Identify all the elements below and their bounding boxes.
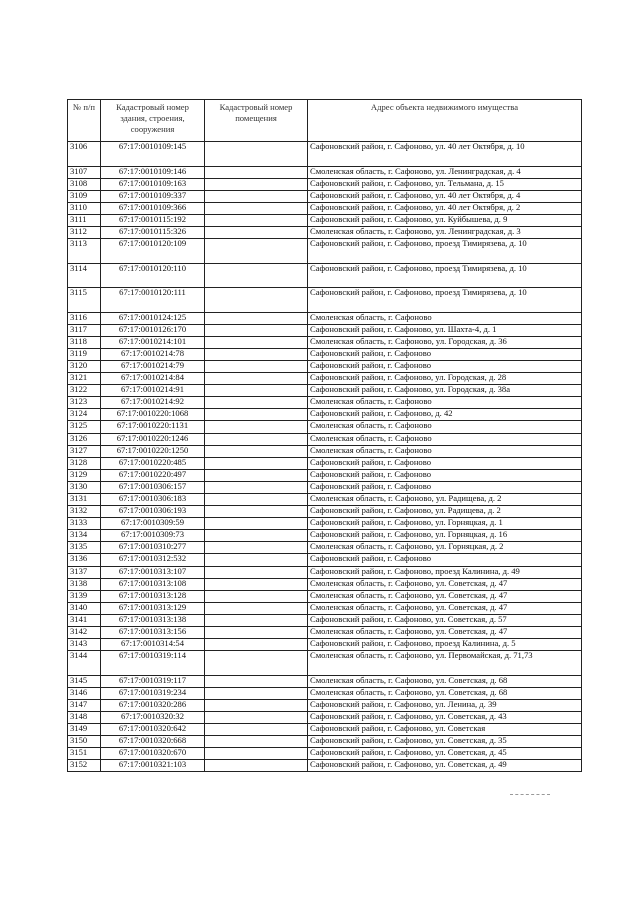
cadastral-number-building: 67:17:0010115:192 (101, 214, 205, 226)
property-address: Сафоновский район, г. Сафоново, ул. Горняцкая, д. 16 (308, 530, 582, 542)
table-row (68, 397, 582, 409)
cadastral-number-building: 67:17:0010320:32 (101, 711, 205, 723)
cadastral-number-building: 67:17:0010313:128 (101, 590, 205, 602)
row-number: 3134 (68, 530, 101, 542)
row-number: 3114 (68, 263, 101, 288)
row-number: 3118 (68, 336, 101, 348)
row-number: 3108 (68, 178, 101, 190)
property-address: Сафоновский район, г. Сафоново, проезд Калинина, д. 49 (308, 566, 582, 578)
cadastral-number-building: 67:17:0010319:114 (101, 651, 205, 676)
header-cad-room: Кадастровый номер помещения (205, 100, 308, 142)
table-row (68, 699, 582, 711)
table-row (68, 506, 582, 518)
cadastral-number-building: 67:17:0010109:145 (101, 142, 205, 167)
cadastral-number-building: 67:17:0010312:532 (101, 554, 205, 566)
cadastral-number-building: 67:17:0010306:157 (101, 481, 205, 493)
cadastral-number-building: 67:17:0010306:183 (101, 493, 205, 505)
table-row (68, 687, 582, 699)
cadastral-number-room (205, 312, 308, 324)
property-address: Смоленская область, г. Сафоново, ул. Советская, д. 47 (308, 627, 582, 639)
cadastral-number-room (205, 421, 308, 433)
row-number: 3120 (68, 360, 101, 372)
table-row (68, 736, 582, 748)
cadastral-number-building: 67:17:0010309:73 (101, 530, 205, 542)
table-header (68, 100, 582, 142)
cadastral-number-room (205, 687, 308, 699)
cadastral-number-building: 67:17:0010124:125 (101, 312, 205, 324)
cadastral-number-building: 67:17:0010120:109 (101, 239, 205, 264)
property-address: Сафоновский район, г. Сафоново, ул. Советская, д. 49 (308, 760, 582, 772)
row-number: 3141 (68, 614, 101, 626)
cadastral-number-building: 67:17:0010120:111 (101, 288, 205, 313)
cadastral-number-room (205, 324, 308, 336)
row-number: 3106 (68, 142, 101, 167)
cadastral-number-building: 67:17:0010310:277 (101, 542, 205, 554)
property-address: Сафоновский район, г. Сафоново (308, 348, 582, 360)
property-address: Сафоновский район, г. Сафоново, ул. Куйбышева, д. 9 (308, 214, 582, 226)
cadastral-number-building: 67:17:0010115:326 (101, 226, 205, 238)
table-row (68, 409, 582, 421)
cadastral-number-room (205, 239, 308, 264)
cadastral-number-room (205, 748, 308, 760)
cadastral-number-room (205, 724, 308, 736)
cadastral-number-room (205, 373, 308, 385)
row-number: 3144 (68, 651, 101, 676)
row-number: 3125 (68, 421, 101, 433)
row-number: 3137 (68, 566, 101, 578)
property-address: Сафоновский район, г. Сафоново, ул. Шахта-4, д. 1 (308, 324, 582, 336)
property-address: Смоленская область, г. Сафоново, ул. Ленинградская, д. 3 (308, 226, 582, 238)
table-row (68, 554, 582, 566)
row-number: 3107 (68, 166, 101, 178)
cadastral-number-building: 67:17:0010320:286 (101, 699, 205, 711)
cadastral-number-room (205, 639, 308, 651)
cadastral-number-room (205, 178, 308, 190)
row-number: 3113 (68, 239, 101, 264)
cadastral-number-building: 67:17:0010320:668 (101, 736, 205, 748)
property-address: Сафоновский район, г. Сафоново, ул. Тельмана, д. 15 (308, 178, 582, 190)
property-address: Смоленская область, г. Сафоново (308, 433, 582, 445)
table-row (68, 542, 582, 554)
property-address: Смоленская область, г. Сафоново (308, 397, 582, 409)
row-number: 3140 (68, 602, 101, 614)
cadastral-number-room (205, 711, 308, 723)
table-row (68, 312, 582, 324)
cadastral-number-room (205, 397, 308, 409)
row-number: 3145 (68, 675, 101, 687)
cadastral-number-room (205, 493, 308, 505)
table-row (68, 675, 582, 687)
cadastral-number-building: 67:17:0010220:485 (101, 457, 205, 469)
table-row (68, 566, 582, 578)
row-number: 3117 (68, 324, 101, 336)
cadastral-number-building: 67:17:0010220:1131 (101, 421, 205, 433)
cadastral-number-room (205, 566, 308, 578)
cadastral-number-room (205, 336, 308, 348)
table-row (68, 288, 582, 313)
cadastral-number-room (205, 675, 308, 687)
property-address: Смоленская область, г. Сафоново (308, 312, 582, 324)
property-address: Смоленская область, г. Сафоново (308, 445, 582, 457)
row-number: 3132 (68, 506, 101, 518)
row-number: 3115 (68, 288, 101, 313)
cadastral-number-building: 67:17:0010214:78 (101, 348, 205, 360)
row-number: 3149 (68, 724, 101, 736)
cadastral-number-building: 67:17:0010306:193 (101, 506, 205, 518)
cadastral-number-building: 67:17:0010319:117 (101, 675, 205, 687)
table-row (68, 373, 582, 385)
row-number: 3152 (68, 760, 101, 772)
cadastral-number-room (205, 348, 308, 360)
property-address: Сафоновский район, г. Сафоново, проезд Тимирязева, д. 10 (308, 288, 582, 313)
row-number: 3121 (68, 373, 101, 385)
cadastral-number-room (205, 226, 308, 238)
cadastral-number-room (205, 445, 308, 457)
cadastral-number-room (205, 433, 308, 445)
header-row (68, 100, 582, 142)
cadastral-number-building: 67:17:0010220:1250 (101, 445, 205, 457)
table-row (68, 590, 582, 602)
cadastral-number-building: 67:17:0010321:103 (101, 760, 205, 772)
row-number: 3119 (68, 348, 101, 360)
row-number: 3139 (68, 590, 101, 602)
cadastral-number-room (205, 602, 308, 614)
cadastral-number-room (205, 142, 308, 167)
cadastral-number-room (205, 578, 308, 590)
cadastral-number-building: 67:17:0010220:1068 (101, 409, 205, 421)
row-number: 3136 (68, 554, 101, 566)
property-address: Смоленская область, г. Сафоново, ул. Первомайская, д. 71,73 (308, 651, 582, 676)
table-row (68, 748, 582, 760)
property-address: Сафоновский район, г. Сафоново, проезд Тимирязева, д. 10 (308, 239, 582, 264)
cadastral-number-building: 67:17:0010214:101 (101, 336, 205, 348)
table-row (68, 760, 582, 772)
property-address: Сафоновский район, г. Сафоново, ул. Ленина, д. 39 (308, 699, 582, 711)
cadastral-number-building: 67:17:0010126:170 (101, 324, 205, 336)
cadastral-number-building: 67:17:0010309:59 (101, 518, 205, 530)
cadastral-number-room (205, 760, 308, 772)
cadastral-number-room (205, 457, 308, 469)
cadastral-number-room (205, 590, 308, 602)
property-address: Сафоновский район, г. Сафоново, ул. 40 лет Октября, д. 10 (308, 142, 582, 167)
row-number: 3123 (68, 397, 101, 409)
property-address: Смоленская область, г. Сафоново, ул. Советская, д. 47 (308, 590, 582, 602)
row-number: 3150 (68, 736, 101, 748)
table-row (68, 724, 582, 736)
table-row (68, 166, 582, 178)
table-row (68, 457, 582, 469)
property-address: Сафоновский район, г. Сафоново (308, 554, 582, 566)
cadastral-number-room (205, 699, 308, 711)
cadastral-number-room (205, 651, 308, 676)
property-address: Смоленская область, г. Сафоново, ул. Советская, д. 68 (308, 675, 582, 687)
row-number: 3129 (68, 469, 101, 481)
header-cad-building: Кадастровый номер здания, строения, сооружения (101, 100, 205, 142)
cadastral-number-building: 67:17:0010313:108 (101, 578, 205, 590)
cadastral-number-building: 67:17:0010313:138 (101, 614, 205, 626)
property-registry-table (67, 99, 582, 772)
table-row (68, 226, 582, 238)
property-address: Сафоновский район, г. Сафоново, д. 42 (308, 409, 582, 421)
property-address: Смоленская область, г. Сафоново, ул. Советская, д. 47 (308, 602, 582, 614)
property-address: Сафоновский район, г. Сафоново, ул. 40 лет Октября, д. 2 (308, 202, 582, 214)
property-address: Сафоновский район, г. Сафоново, ул. Радищева, д. 2 (308, 506, 582, 518)
row-number: 3142 (68, 627, 101, 639)
row-number: 3116 (68, 312, 101, 324)
row-number: 3122 (68, 385, 101, 397)
property-address: Сафоновский район, г. Сафоново, ул. Городская, д. 28 (308, 373, 582, 385)
table-row (68, 239, 582, 264)
row-number: 3146 (68, 687, 101, 699)
table-row (68, 711, 582, 723)
cadastral-number-building: 67:17:0010220:1246 (101, 433, 205, 445)
row-number: 3130 (68, 481, 101, 493)
cadastral-number-building: 67:17:0010220:497 (101, 469, 205, 481)
table-row (68, 348, 582, 360)
table-row (68, 263, 582, 288)
table-row (68, 178, 582, 190)
cadastral-number-room (205, 518, 308, 530)
row-number: 3110 (68, 202, 101, 214)
scan-mark (510, 794, 550, 796)
row-number: 3147 (68, 699, 101, 711)
property-address: Сафоновский район, г. Сафоново, проезд Калинина, д. 5 (308, 639, 582, 651)
cadastral-number-building: 67:17:0010214:92 (101, 397, 205, 409)
property-address: Сафоновский район, г. Сафоново, ул. Советская, д. 35 (308, 736, 582, 748)
row-number: 3128 (68, 457, 101, 469)
row-number: 3135 (68, 542, 101, 554)
cadastral-number-building: 67:17:0010313:107 (101, 566, 205, 578)
cadastral-number-room (205, 614, 308, 626)
cadastral-number-room (205, 469, 308, 481)
property-address: Смоленская область, г. Сафоново, ул. Городская, д. 36 (308, 336, 582, 348)
property-address: Сафоновский район, г. Сафоново, ул. Городская, д. 38а (308, 385, 582, 397)
table-row (68, 578, 582, 590)
table-row (68, 360, 582, 372)
table-row (68, 433, 582, 445)
row-number: 3133 (68, 518, 101, 530)
cadastral-number-building: 67:17:0010214:79 (101, 360, 205, 372)
cadastral-number-room (205, 202, 308, 214)
cadastral-number-room (205, 288, 308, 313)
table-row (68, 142, 582, 167)
cadastral-number-room (205, 530, 308, 542)
cadastral-number-room (205, 409, 308, 421)
header-address: Адрес объекта недвижимого имущества (308, 100, 582, 142)
property-address: Сафоновский район, г. Сафоново (308, 360, 582, 372)
table-row (68, 214, 582, 226)
table-row (68, 336, 582, 348)
cadastral-number-room (205, 263, 308, 288)
cadastral-number-building: 67:17:0010319:234 (101, 687, 205, 699)
property-address: Сафоновский район, г. Сафоново, ул. 40 лет Октября, д. 4 (308, 190, 582, 202)
header-num: № п/п (68, 100, 101, 142)
property-address: Смоленская область, г. Сафоново, ул. Горняцкая, д. 2 (308, 542, 582, 554)
cadastral-number-room (205, 736, 308, 748)
cadastral-number-building: 67:17:0010109:146 (101, 166, 205, 178)
cadastral-number-building: 67:17:0010214:84 (101, 373, 205, 385)
table-row (68, 445, 582, 457)
cadastral-number-building: 67:17:0010120:110 (101, 263, 205, 288)
row-number: 3111 (68, 214, 101, 226)
property-address: Смоленская область, г. Сафоново, ул. Советская, д. 47 (308, 578, 582, 590)
table-row (68, 421, 582, 433)
table-row (68, 651, 582, 676)
property-address: Смоленская область, г. Сафоново, ул. Ленинградская, д. 4 (308, 166, 582, 178)
cadastral-number-room (205, 360, 308, 372)
row-number: 3138 (68, 578, 101, 590)
property-address: Сафоновский район, г. Сафоново (308, 457, 582, 469)
row-number: 3148 (68, 711, 101, 723)
row-number: 3151 (68, 748, 101, 760)
cadastral-number-room (205, 481, 308, 493)
cadastral-number-room (205, 506, 308, 518)
table-row (68, 493, 582, 505)
table-row (68, 324, 582, 336)
cadastral-number-building: 67:17:0010313:129 (101, 602, 205, 614)
property-address: Сафоновский район, г. Сафоново, ул. Горняцкая, д. 1 (308, 518, 582, 530)
table-row (68, 190, 582, 202)
row-number: 3127 (68, 445, 101, 457)
table-row (68, 518, 582, 530)
cadastral-number-room (205, 542, 308, 554)
table-row (68, 627, 582, 639)
cadastral-number-building: 67:17:0010320:642 (101, 724, 205, 736)
cadastral-number-building: 67:17:0010314:54 (101, 639, 205, 651)
property-address: Сафоновский район, г. Сафоново, ул. Советская, д. 45 (308, 748, 582, 760)
property-address: Сафоновский район, г. Сафоново, проезд Тимирязева, д. 10 (308, 263, 582, 288)
table-row (68, 469, 582, 481)
cadastral-number-building: 67:17:0010109:337 (101, 190, 205, 202)
row-number: 3131 (68, 493, 101, 505)
row-number: 3112 (68, 226, 101, 238)
cadastral-number-room (205, 554, 308, 566)
row-number: 3109 (68, 190, 101, 202)
property-address: Смоленская область, г. Сафоново, ул. Радищева, д. 2 (308, 493, 582, 505)
cadastral-number-building: 67:17:0010109:163 (101, 178, 205, 190)
cadastral-number-room (205, 214, 308, 226)
table-row (68, 530, 582, 542)
cadastral-number-room (205, 627, 308, 639)
cadastral-number-room (205, 166, 308, 178)
cadastral-number-building: 67:17:0010214:91 (101, 385, 205, 397)
cadastral-number-building: 67:17:0010313:156 (101, 627, 205, 639)
property-address: Сафоновский район, г. Сафоново, ул. Советская, д. 43 (308, 711, 582, 723)
property-address: Сафоновский район, г. Сафоново (308, 469, 582, 481)
row-number: 3143 (68, 639, 101, 651)
table-row (68, 481, 582, 493)
cadastral-number-room (205, 385, 308, 397)
property-address: Смоленская область, г. Сафоново, ул. Советская, д. 68 (308, 687, 582, 699)
table-body (68, 142, 582, 772)
row-number: 3124 (68, 409, 101, 421)
table-row (68, 639, 582, 651)
row-number: 3126 (68, 433, 101, 445)
property-address: Сафоновский район, г. Сафоново, ул. Советская (308, 724, 582, 736)
table-row (68, 602, 582, 614)
property-address: Сафоновский район, г. Сафоново (308, 481, 582, 493)
cadastral-number-room (205, 190, 308, 202)
cadastral-number-building: 67:17:0010109:366 (101, 202, 205, 214)
table-row (68, 385, 582, 397)
property-address: Смоленская область, г. Сафоново (308, 421, 582, 433)
cadastral-number-building: 67:17:0010320:670 (101, 748, 205, 760)
table-row (68, 614, 582, 626)
property-address: Сафоновский район, г. Сафоново, ул. Советская, д. 57 (308, 614, 582, 626)
table-row (68, 202, 582, 214)
